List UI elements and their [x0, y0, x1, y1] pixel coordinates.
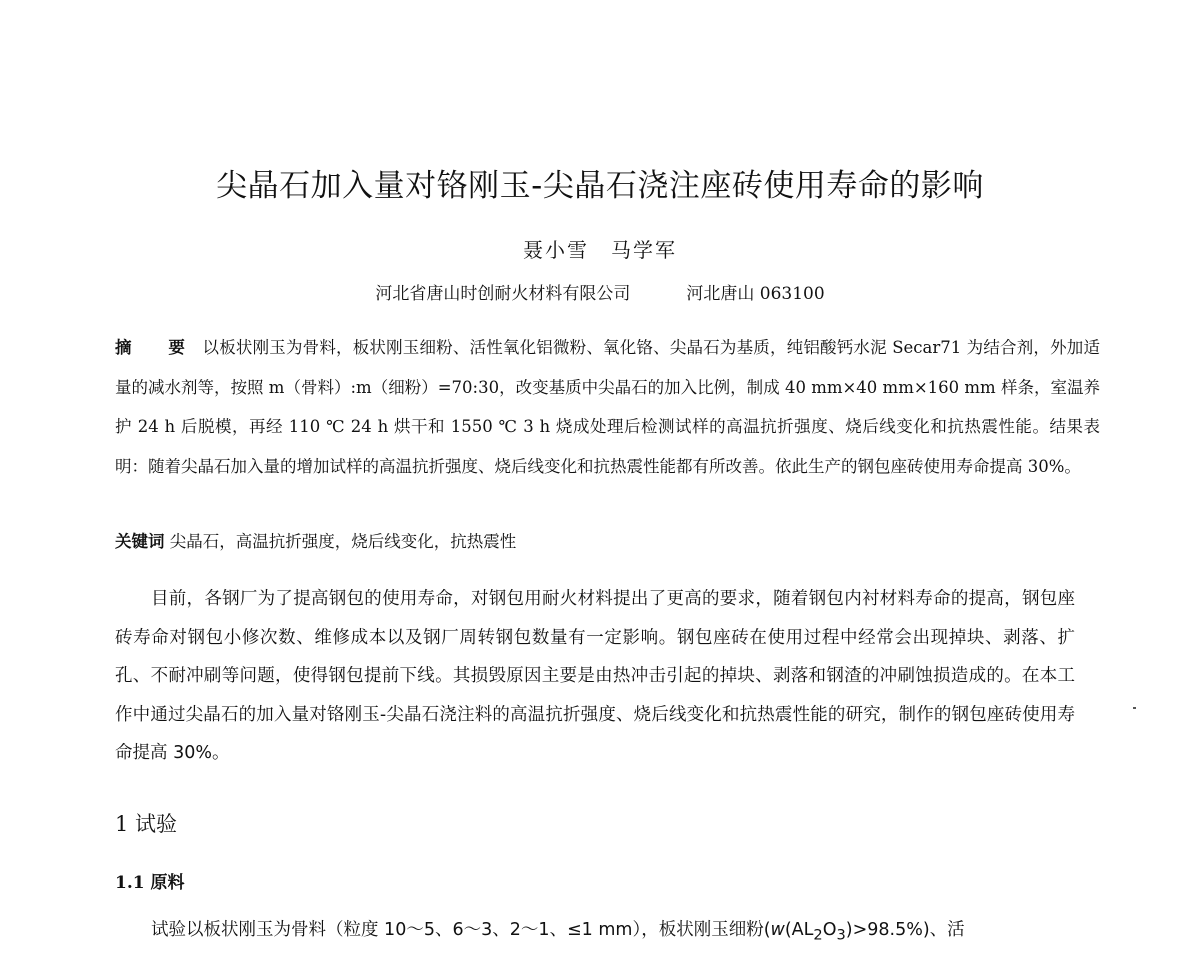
keywords-label: 关键词 [115, 532, 165, 551]
formula-sub-3: 3 [836, 926, 846, 944]
abstract-label: 摘 要 [115, 338, 196, 357]
authors: 聂小雪 马学军 [523, 238, 677, 262]
materials-paragraph [115, 911, 1100, 955]
keywords [115, 527, 1100, 557]
formula-part-o: O [822, 920, 837, 940]
paper-title: 尖晶石加入量对铬刚玉-尖晶石浇注座砖使用寿命的影响 [216, 168, 984, 204]
materials-text-end: )>98.5%)、活 [845, 920, 965, 940]
affiliation-location: 河北唐山 063100 [686, 284, 825, 304]
scan-speck [1133, 707, 1136, 709]
section-heading-1: 1 试验 [115, 812, 178, 836]
formula-part-al: (AL [784, 920, 814, 940]
abstract [115, 328, 1100, 486]
keywords-text: 尖晶石，高温抗折强度，烧后线变化，抗热震性 [169, 532, 517, 551]
intro-paragraph: 目前，各钢厂为了提高钢包的使用寿命，对钢包用耐火材料提出了更高的要求，随着钢包内衬材料寿命的提高，钢包座砖寿命对钢包小修次数、维修成本以及钢厂周转钢包数量有一定影响。钢包座砖在使用过程中经常会出现掉块、剥落、扩孔、不耐冲刷等问题，使得钢包提前下线。其损毁原因主要是由热冲击引起的掉块、剥落和钢渣的冲刷蚀损造成的。在本工作中通过尖晶石的加入量对铬刚玉-尖晶石浇注料的高温抗折强度、烧后线变化和抗热震性能的研究，制作的钢包座砖使用寿命提高 30%。 [115, 589, 1075, 763]
abstract-text: 以板状刚玉为骨料，板状刚玉细粉、活性氧化铝微粉、氧化铬、尖晶石为基质，纯铝酸钙水泥 Secar71 为结合剂，外加适量的减水剂等，按照 m（骨料）:m（细粉）=70:30，改变基质中尖晶石的加入比例，制成 40 mm×40 mm×160 mm 样条，室温养护 24 h 后脱模，再经 110 ℃ 24 h 烘干和 1550 ℃ 3 h 烧成处理后检测试样的高温抗折强度、烧后线变化和抗热震性能。结果表明：随着尖晶石加入量的增加试样的高温抗折强度、烧后线变化和抗热震性能都有所改善。依此生产的钢包座砖使用寿命提高 30%。 [115, 338, 1100, 476]
affiliation-org: 河北省唐山时创耐火材料有限公司 [375, 284, 631, 304]
affiliation [0, 279, 1200, 304]
formula-sub-2: 2 [813, 926, 823, 944]
section-heading-1-1: 1.1 原料 [115, 873, 185, 893]
mass-fraction-symbol: w [770, 920, 785, 940]
materials-text-start: 试验以板状刚玉为骨料（粒度 10～5、6～3、2～1、≤1 mm），板状刚玉细粉( [151, 920, 771, 940]
